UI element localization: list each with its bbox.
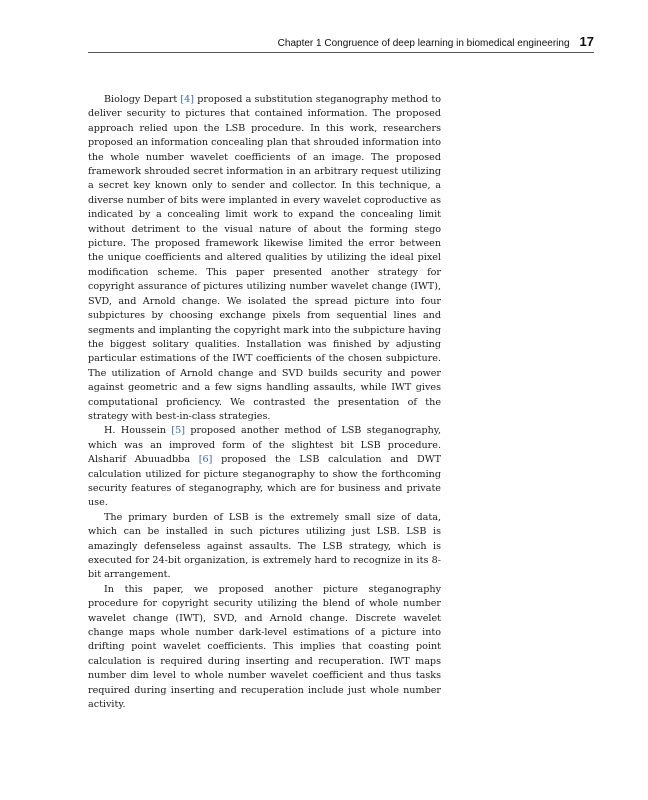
running-title: Chapter 1 Congruence of deep learning in biomedical engineering bbox=[277, 38, 570, 49]
body-text bbox=[88, 93, 441, 712]
page-number: 17 bbox=[579, 34, 594, 49]
paragraph-2-middle: proposed another method of LSB steganography, which was an improved form of the slightest bit LSB procedure. Alsharif Abuuadbba bbox=[88, 425, 442, 466]
citation-link-6[interactable]: [6] bbox=[198, 454, 213, 466]
paragraph-1-lead: Biology Depart bbox=[104, 94, 181, 105]
citation-link-4[interactable]: [4] bbox=[180, 94, 194, 105]
paragraph-3: The primary burden of LSB is the extremely small size of data, which can be installed in such pictures utilizing just LSB. LSB is amazingly defenseless against assaults. The LSB strategy, which is executed for 24-bit organization, is extremely hard to recognize in its 8-bit arrangement. bbox=[88, 511, 441, 581]
citation-link-5[interactable]: [5] bbox=[171, 425, 185, 437]
paragraph-2-text: proposed the LSB calculation and DWT calculation utilized for picture steganography to show the forthcoming security features of steganography, which are for business and private use. bbox=[88, 454, 441, 509]
paragraph-1-text: proposed a substitution steganography method to deliver security to pictures that contained information. The proposed approach relied upon the LSB procedure. In this work, researchers proposed an information concealing plan that shrouded information into the whole number wavelet coefficients of an image. The proposed framework shrouded secret information in an arbitrary request utilizing a secret key known only to sender and collector. In this technique, a diverse number of bits were implanted in every wavelet coproductive as indicated by a concealing limit work to expand the concealing limit without detriment to the visual nature of about the forming stego picture. The proposed framework likewise limited the error between the unique coefficients and altered qualities by utilizing the ideal pixel modification scheme. This paper presented another strategy for copyright assurance of pictures utilizing number wavelet change (IWT), SVD, and Arnold change. We isolated the spread picture into four subpictures by choosing exchange pixels from sequential lines and segments and implanting the copyright mark into the subpicture having the biggest solitary qualities. Installation was finished by adjusting particular estimations of the IWT coefficients of the chosen subpicture. The utilization of Arnold change and SVD builds security and power against geometric and a few signs handling assaults, while IWT gives computational proficiency. We contrasted the presentation of the strategy with best-in-class strategies. bbox=[88, 94, 441, 422]
paragraph-2-lead: H. Houssein bbox=[104, 425, 172, 437]
running-header bbox=[88, 34, 594, 53]
paragraph-4: In this paper, we proposed another picture steganography procedure for copyright security utilizing the blend of whole number wavelet change (IWT), SVD, and Arnold change. Discrete wavelet change maps whole number dark-level estimations of a picture into drifting point wavelet coefficients. This implies that coasting point calculation is required during inserting and recuperation. IWT maps number dim level to whole number wavelet coefficient and thus tasks required during inserting and recuperation include just whole number activity. bbox=[88, 583, 441, 711]
paragraph-2 bbox=[88, 424, 441, 510]
paragraph-1 bbox=[88, 93, 441, 424]
